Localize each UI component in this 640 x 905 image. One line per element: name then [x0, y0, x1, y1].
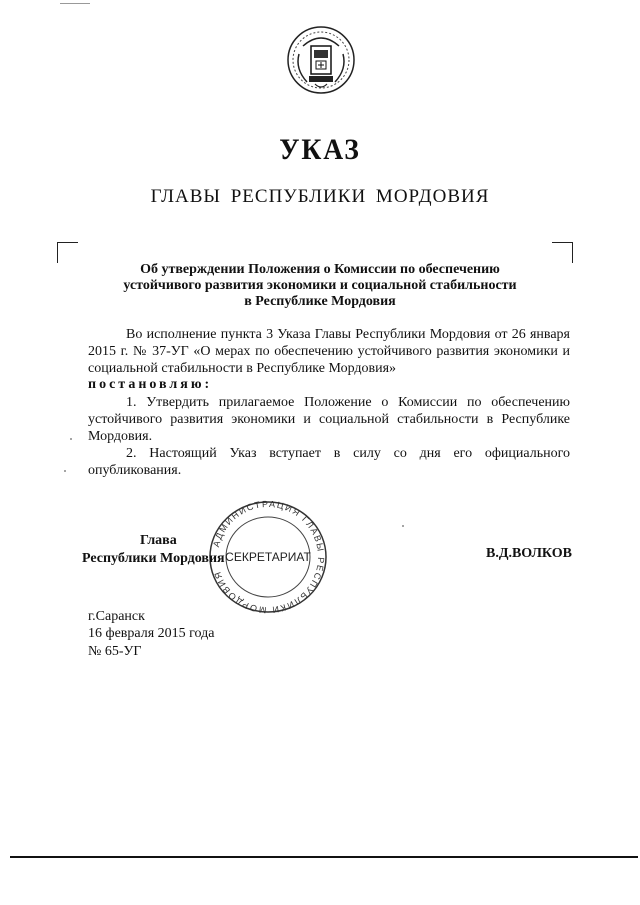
scan-artifact [60, 3, 90, 4]
page-bottom-rule [10, 856, 638, 858]
coat-of-arms-emblem [285, 24, 357, 96]
signature-position-line-1: Глава [140, 533, 177, 548]
signature-position-line-2: Республики Мордовия [82, 551, 225, 566]
heading-line: в Республике Мордовия [244, 294, 396, 309]
heading-line: устойчивого развития экономики и социальной стабильности [123, 278, 517, 293]
scan-speck [64, 470, 66, 472]
item-1-paragraph: 1. Утвердить прилагаемое Положение о Комиссии по обеспечению устойчивого развития экономики и социальной стабильности в Республике Мордовия. [88, 395, 570, 444]
document-title: УКАЗ [279, 133, 361, 166]
item-2-paragraph: 2. Настоящий Указ вступает в силу со дня его официального опубликования. [88, 446, 570, 478]
issue-date: 16 февраля 2015 года [88, 626, 215, 641]
heading-line: Об утверждении Положения о Комиссии по обеспечению [140, 262, 500, 277]
scan-speck [70, 438, 72, 440]
corner-bracket-right [552, 242, 573, 263]
preamble-paragraph: Во исполнение пункта 3 Указа Главы Республики Мордовия от 26 января 2015 г. № 37-УГ «О мерах по обеспечению устойчивого развития экономики и социальной стабильности в Республике Мордовия» [88, 327, 570, 376]
scan-speck [402, 525, 404, 527]
stamp-center-text: СЕКРЕТАРИАТ [225, 550, 311, 564]
signatory-name: В.Д.ВОЛКОВ [486, 546, 572, 561]
document-heading [100, 262, 540, 310]
decree-number: № 65-УГ [88, 644, 142, 659]
stamp-ring-text: АДМИНИСТРАЦИЯ ГЛАВЫ РЕСПУБЛИКИ МОРДОВИЯ [211, 498, 327, 616]
corner-bracket-left [57, 242, 78, 263]
document-subtitle: ГЛАВЫ РЕСПУБЛИКИ МОРДОВИЯ [150, 186, 490, 207]
issue-city: г.Саранск [88, 609, 145, 624]
decree-word: постановляю: [88, 377, 213, 392]
